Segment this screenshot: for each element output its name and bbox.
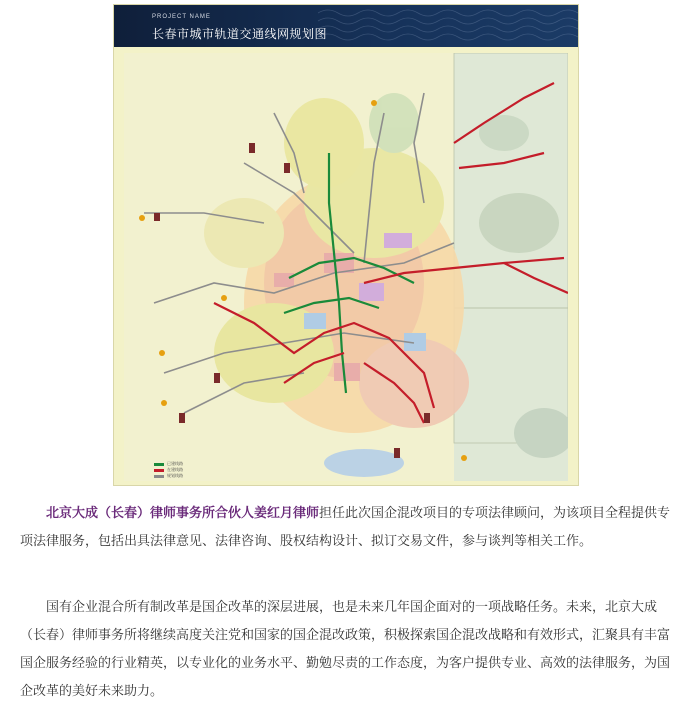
paragraph-2: 国有企业混合所有制改革是国企改革的深层进展，也是未来几年国企面对的一项战略任务。未来，北京大成（长春）律师事务所将继续高度关注党和国家的国企混改政策，积极探索国企混改战略和有效形式，汇聚具有丰富国企服务经验的行业精英，以专业化的业务水平、勤勉尽责的工作态度，为客户提供专业、高效的法律服务，为国企改革的美好未来助力。 [20, 600, 671, 699]
transit-map-graphic [124, 53, 568, 481]
paragraph-1-text: 担任此次国企混改项目的专项法律顾问，为该项目全程提供专项法律服务，包括出具法律意见、法律咨询、股权结构设计、拟订交易文件，参与谈判等相关工作。 [20, 506, 671, 549]
legend-label: 规划线路 [167, 473, 183, 478]
highlighted-firm-name: 北京大成（长春）律师事务所合伙人姜红月律师 [46, 506, 320, 521]
map-title: 长春市城市轨道交通线网规划图 [152, 27, 328, 41]
legend-swatch-green [154, 463, 164, 466]
legend-label: 在建线路 [167, 467, 183, 472]
wave-pattern [318, 5, 578, 47]
map-image [113, 4, 579, 486]
legend-label: 已建线路 [167, 461, 183, 466]
paragraph-1 [20, 500, 672, 556]
header-project-label: PROJECT NAME [152, 14, 211, 20]
legend-item [154, 473, 183, 479]
map-header [114, 5, 578, 47]
legend-swatch-red [154, 469, 164, 472]
transit-map [124, 53, 568, 481]
map-legend [154, 461, 183, 479]
legend-swatch-grey [154, 475, 164, 478]
